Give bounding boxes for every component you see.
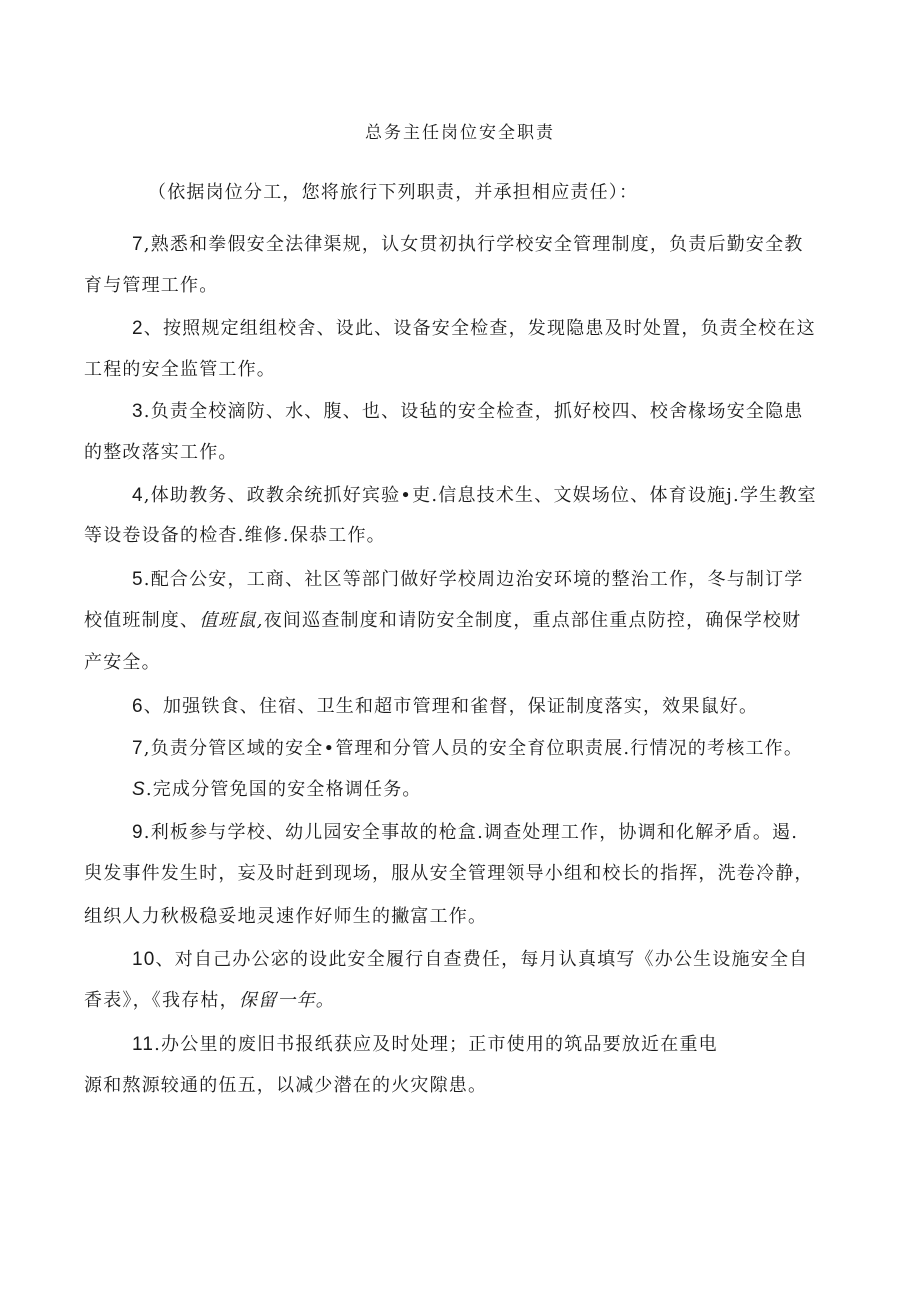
duty-item-3-line-2: 的整改落实工作。	[84, 442, 238, 463]
duty-item-10-line-2: 香表》，《我存枯，保留一年。	[84, 990, 335, 1011]
duty-item-9-line-1: 9.利板参与学校、幼儿园安全事故的枪盒.调查处理工作，协调和化解矛盾。遏.	[132, 822, 799, 843]
duty-item-9-number: 9	[132, 822, 144, 843]
duty-item-2-line-2: 工程的安全监管工作。	[84, 359, 276, 380]
duty-item-1-line-2: 育与管理工作。	[84, 275, 219, 296]
italic-text: 值班鼠,	[199, 610, 264, 631]
duty-item-5-number: 5	[132, 569, 144, 590]
duty-item-2-number: 2	[132, 318, 144, 339]
duty-item-1-number: 7	[132, 234, 144, 255]
duty-item-4-number: 4	[132, 485, 144, 506]
duty-item-3-number: 3	[132, 401, 144, 422]
intro-line: （依据岗位分工，您将旅行下列职责，并承担相应责任）：	[148, 182, 639, 203]
duty-item-9-line-3: 组织人力秋极稳妥地灵速作好师生的撇富工作。	[84, 906, 488, 927]
duty-item-3-line-1: 3.负责全校滴防、水、腹、也、设毡的安全检查，抓好校四、校舍椽场安全隐患	[132, 401, 804, 422]
duty-item-6-line-1: 6、加强铁食、住宿、卫生和超市管理和雀督，保证制度落实，效果鼠好。	[132, 696, 759, 717]
duty-item-5-line-1: 5.配合公安，工商、社区等部门做好学校周边治安环境的整治工作，冬与制订学	[132, 569, 804, 590]
duty-item-9-line-2: 臾发事件发生时，妄及时赶到现场，服从安全管理领导小组和校长的指挥，洗卷冷静，	[84, 863, 814, 884]
duty-item-7-number: 7	[132, 738, 144, 759]
duty-item-10-line-1: 10、对自己办公宓的设此安全履行自查费任，每月认真填写《办公生设施安全自	[132, 949, 809, 970]
duty-item-7-line-1: 7,负责分管区域的安全•管理和分管人员的安全育位职责展.行情况的考核工作。	[132, 738, 804, 759]
duty-item-2-line-1: 2、按照规定组组校舍、设此、设备安全检查，发现隐患及时处置，负责全校在这	[132, 318, 816, 339]
duty-item-10-number: 10	[132, 949, 156, 970]
duty-item-1-line-1: 7,熟悉和拳假安全法律渠规，认女贯初执行学校安全管理制度，负责后勤安全教	[132, 234, 804, 255]
duty-item-6-number: 6	[132, 696, 144, 717]
duty-item-11-number: 11	[132, 1034, 155, 1055]
duty-item-4-line-1: 4,体助教务、政教余统抓好宾验•吏.信息技术生、文娱场位、体育设施j.学生教室	[132, 485, 817, 506]
page-title: 总务主任岗位安全职责	[365, 123, 555, 143]
duty-item-8-number: S	[132, 779, 146, 800]
duty-item-8-line-1: S.完成分管免国的安全格调任务。	[132, 779, 422, 800]
duty-item-5-line-3: 产安全。	[84, 652, 161, 673]
italic-text: 保留一年。	[238, 990, 335, 1011]
duty-item-11-line-1: 11.办公里的废旧书报纸获应及时处理；正市使用的筑品要放近在重电	[132, 1034, 718, 1055]
duty-item-11-line-2: 源和熬源较通的伍五，以减少潜在的火灾隙患。	[84, 1075, 488, 1096]
duty-item-5-line-2: 校值班制度、值班鼠,夜间巡查制度和请防安全制度，重点部住重点防控，确保学校财	[84, 610, 802, 631]
duty-item-4-line-2: 等设卷设备的检杳.维修.保恭工作。	[84, 525, 386, 546]
